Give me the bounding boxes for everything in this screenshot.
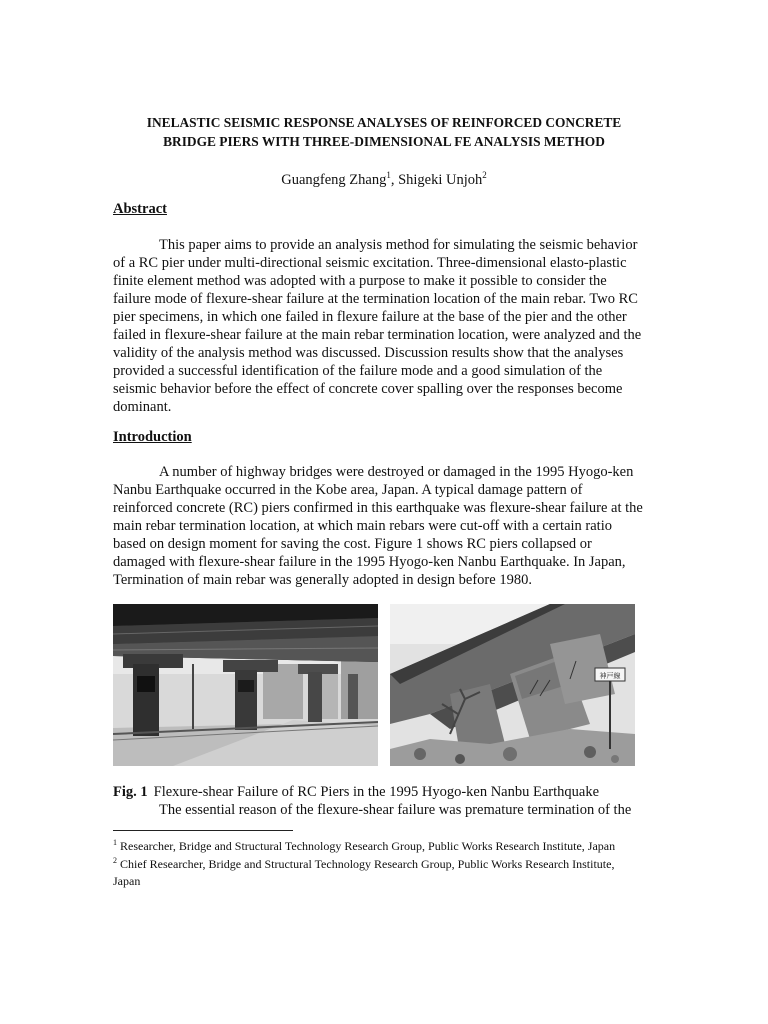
abstract-line: seismic behavior before the effect of concrete cover spalling over the responses become [113, 381, 623, 397]
author-2-affiliation-mark: 2 [482, 170, 487, 180]
author-list [100, 165, 668, 190]
introduction-line: reinforced concrete (RC) piers confirmed in this earthquake was flexure-shear failure at the [113, 500, 643, 516]
abstract-line: validity of the analysis method was discussed. Discussion results show that the analyses [113, 345, 624, 361]
abstract-line: failed in flexure-shear failure at the main rebar termination location, were analyzed and the [113, 327, 642, 343]
road-sign-text: 神戸線 [599, 672, 621, 680]
figure-1-caption [113, 783, 599, 801]
footnote-rule [113, 830, 293, 831]
introduction-line: based on design moment for saving the cost. Figure 1 shows RC piers collapsed or [113, 536, 592, 552]
introduction-line: A number of highway bridges were destroyed or damaged in the 1995 Hyogo-ken [159, 464, 634, 480]
footnote-text: Japan [113, 874, 141, 888]
introduction-line: damaged with flexure-shear failure in the 1995 Hyogo-ken Nanbu Earthquake. In Japan, [113, 554, 626, 570]
collapsed-piers-photo [390, 604, 635, 766]
figure-1 [113, 604, 635, 766]
figure-caption-text: Flexure-shear Failure of RC Piers in the 1995 Hyogo-ken Nanbu Earthquake [153, 784, 600, 800]
abstract-line: of a RC pier under multi-directional seismic excitation. Three-dimensional elasto-plastic [113, 255, 627, 271]
introduction-line: main rebar termination location, at which main rebars were cut-off with a certain ratio [113, 518, 612, 534]
introduction-heading: Introduction [113, 429, 192, 445]
footnote-text: Researcher, Bridge and Structural Technology Research Group, Public Works Research Institute, Japan [120, 839, 616, 853]
author-2: Shigeki Unjoh [398, 171, 483, 188]
abstract-line: pier specimens, in which one failed in flexure failure at the base of the pier and the other [113, 309, 627, 325]
abstract-heading: Abstract [113, 201, 167, 217]
abstract-line: finite element method was adopted with a purpose to make it possible to consider the [113, 273, 607, 289]
abstract-line: provided a successful identification of the failure mode and a good simulation of the [113, 363, 603, 379]
footnote-mark: 1 [113, 838, 117, 847]
author-1: Guangfeng Zhang [281, 171, 387, 188]
footnote-1 [113, 836, 658, 854]
author-separator: , [390, 171, 399, 188]
paper-title [100, 113, 668, 151]
abstract-line: This paper aims to provide an analysis method for simulating the seismic behavior [159, 237, 638, 253]
footnote-2-continued [113, 871, 658, 889]
abstract-paragraph [113, 236, 658, 416]
introduction-line: Nanbu Earthquake occurred in the Kobe area, Japan. A typical damage pattern of [113, 482, 583, 498]
introduction-paragraph [113, 463, 658, 589]
abstract-line: failure mode of flexure-shear failure at the termination location of the main rebar. Two RC [113, 291, 638, 307]
body-continuation-line: The essential reason of the flexure-shear failure was premature termination of the [159, 802, 632, 818]
footnotes [113, 836, 658, 889]
footnote-2 [113, 854, 658, 872]
footnote-text: Chief Researcher, Bridge and Structural Technology Research Group, Public Works Research Institute, [120, 856, 615, 871]
footnote-mark: 2 [113, 855, 117, 865]
figure-label: Fig. 1 [113, 784, 148, 800]
abstract-line: dominant. [113, 399, 172, 415]
introduction-line: Termination of main rebar was generally adopted in design before 1980. [113, 572, 532, 588]
highway-viaduct-photo [113, 604, 378, 766]
title-line-1: INELASTIC SEISMIC RESPONSE ANALYSES OF REINFORCED CONCRETE [146, 115, 622, 130]
author-1-affiliation-mark: 1 [386, 170, 391, 180]
title-line-2: BRIDGE PIERS WITH THREE-DIMENSIONAL FE ANALYSIS METHOD [163, 134, 605, 149]
